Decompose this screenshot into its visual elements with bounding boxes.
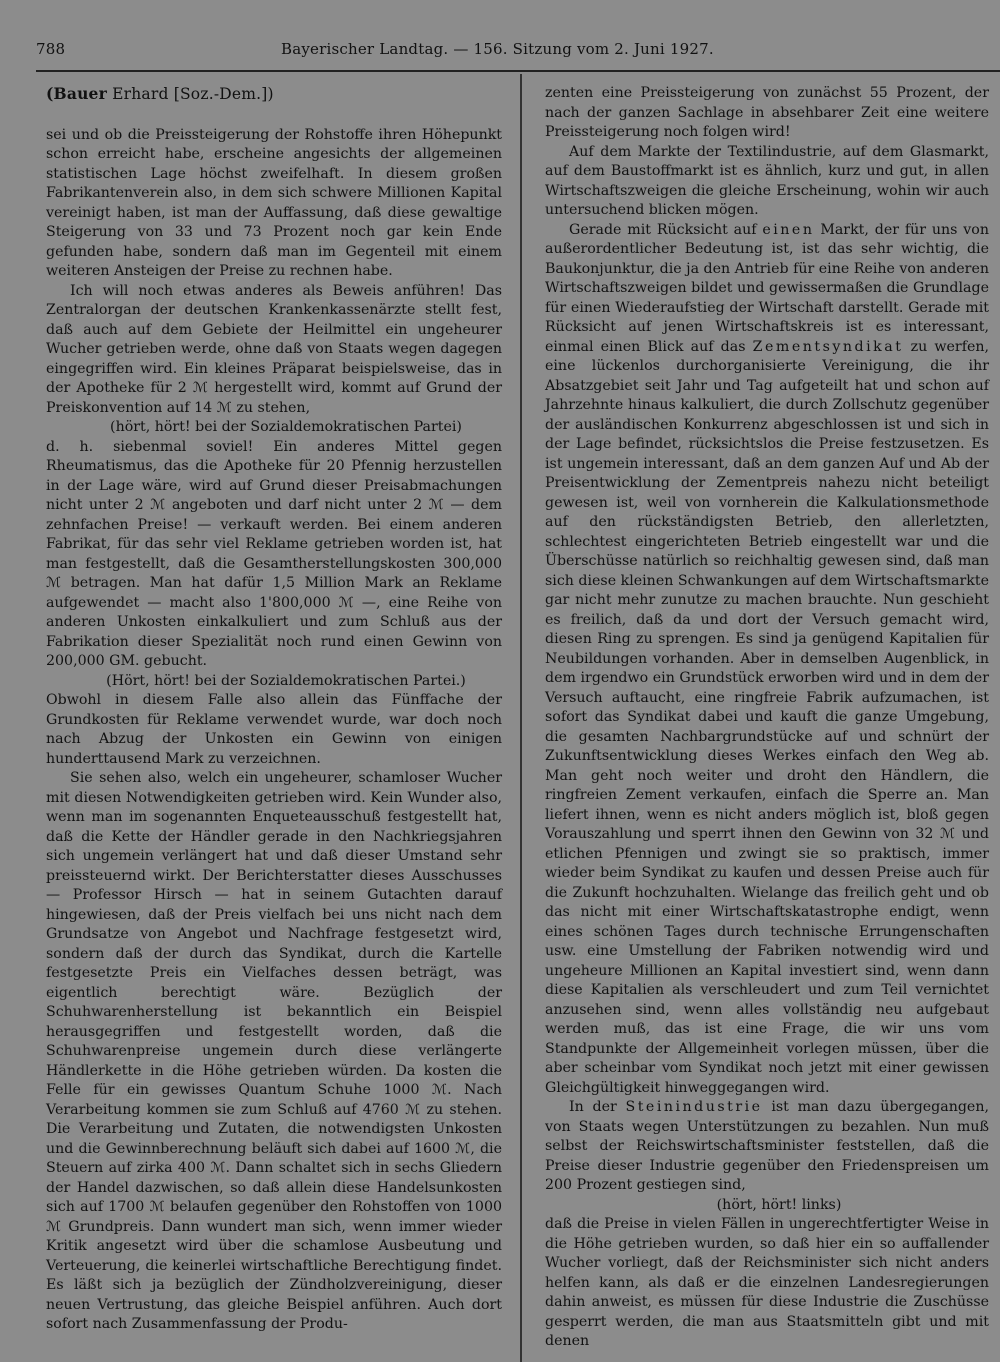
text-run: Markt, der für uns von außerordentlicher Bedeutung ist, ist das sehr wichtig, die Baukonjunktur, die ja den Antrieb für eine Reihe von anderen Wirtschaftszweigen bildet und gewissermaßen die Grundlage für einen Wiederaufstieg der Wirtschaft darstellt. Gerade mit Rücksicht auf jenen Wirtschaftskreis ist es interessant, einmal einen Blick auf das bbox=[545, 221, 989, 355]
paragraph bbox=[545, 1098, 989, 1196]
paragraph: Ich will noch etwas anderes als Beweis anführen! Das Zentralorgan der deutschen Krankenkassenärzte stellt fest, daß auch auf dem Gebiete der Heilmittel ein ungeheurer Wucher getrieben werde, ohne daß von Staats wegen dagegen eingegriffen wird. Ein kleines Präparat beispielsweise, das in der Apotheke für 2 ℳ hergestellt wird, kommt auf Grund der Preiskonvention auf 14 ℳ zu stehen, bbox=[46, 282, 502, 416]
running-title: Bayerischer Landtag. — 156. Sitzung vom 2. Juni 1927. bbox=[281, 40, 714, 58]
emphasized-text: Zementsyndikat bbox=[752, 338, 904, 355]
speaker-details: Erhard [Soz.-Dem.]) bbox=[112, 85, 274, 103]
paragraph: Auf dem Markte der Textilindustrie, auf dem Glasmarkt, auf dem Baustoffmarkt ist es ähnlich, kurz und gut, in allen Wirtschaftszweigen die gleiche Erscheinung, wohin wir auch untersuchend blicken mögen. bbox=[545, 143, 989, 218]
emphasized-text: einen bbox=[762, 221, 815, 238]
interjection: (Hört, hört! bei der Sozialdemokratischen Partei.) bbox=[106, 672, 466, 689]
paragraph: daß die Preise in vielen Fällen in ungerechtfertigter Weise in die Höhe getrieben wurden, so daß hier ein so auffallender Wucher vorliegt, daß der Reichsminister sich nicht anders helfen kann, als daß er die einzelnen Landesregierungen dahin anweist, es müssen für diese Industrie die Zuschüsse gesperrt werden, die man aus Staatsmitteln gibt und mit denen bbox=[545, 1216, 989, 1349]
paragraph: d. h. siebenmal soviel! Ein anderes Mittel gegen Rheumatismus, das die Apotheke für 20 Pfennig herzustellen in der Lage wäre, wird auf Grund dieser Preisabmachungen nicht unter 2 ℳ angeboten und darf nicht unter 2 ℳ — dem zehnfachen Preise! — verkauft werden. Bei einem anderen Fabrikat, für das sehr viel Reklame getrieben worden ist, hat man festgestellt, daß die Gesamtherstellungskosten 300,000 ℳ betragen. Man hat dafür 1,5 Million Mark an Reklame aufgewendet — macht also 1'800,000 ℳ —, eine Reihe von anderen Unkosten einkalkuliert und zum Schluß aus der Fabrikation dieser Spezialität noch rund einen Gewinn von 200,000 GM. gebucht. bbox=[46, 438, 502, 669]
interjection: (hört, hört! bei der Sozialdemokratischen Partei) bbox=[110, 419, 462, 435]
paragraph: sei und ob die Preissteigerung der Rohstoffe ihren Höhepunkt schon erreicht habe, erscheine angesichts der allgemeinen statistischen Lage höchst zweifelhaft. In diesem großen Fabrikantenverein also, in dem sich schwere Millionen Kapital vereinigt haben, ist man der Auffassung, daß diese gewaltige Steigerung von 33 und 73 Prozent noch gar kein Ende gefunden habe, sondern daß man im Gegenteil mit einem weiteren Ansteigen der Preise zu rechnen habe. bbox=[46, 126, 502, 279]
speaker-attribution bbox=[46, 84, 502, 105]
text-run: Gerade mit Rücksicht auf bbox=[569, 221, 763, 238]
paragraph bbox=[545, 221, 989, 1099]
paragraph: zenten eine Preissteigerung von zunächst 55 Prozent, der nach der ganzen Sachlage in absehbarer Zeit eine weitere Preissteigerung noch folgen wird! bbox=[545, 85, 989, 140]
right-column bbox=[545, 84, 989, 1352]
page-header bbox=[36, 40, 981, 64]
paragraph: Sie sehen also, welch ein ungeheurer, schamloser Wucher mit diesen Notwendigkeiten getrieben wird. Kein Wunder also, wenn man im sogenannten Enqueteausschuß festgestellt hat, daß die Kette der Händler gerade in den Nachkriegsjahren sich ungemein verlängert hat und daß dieser Umstand sehr preissteuernd wirkt. Der Berichterstatter dieses Ausschusses — Professor Hirsch — hat in seinem Gutachten darauf hingewiesen, daß der Preis vielfach bei uns nicht nach dem Grundsatze von Angebot und Nachfrage festgesetzt wird, sondern daß der durch das Syndikat, durch die Kartelle festgesetzte Preis ein Vielfaches dessen beträgt, was eigentlich berechtigt wäre. Bezüglich der Schuhwarenherstellung ist bekanntlich ein Beispiel herausgegriffen und festgestellt worden, daß die Schuhwarenpreise ungemein durch diese verlängerte Händlerkette in die Höhe getrieben würden. Da kosten die Felle für ein gewisses Quantum Schuhe 1000 ℳ. Nach Verarbeitung kommen sie zum Schluß auf 4760 ℳ zu stehen. Die Verarbeitung und Zutaten, die notwendigsten Unkosten und die Gewinnberechnung beläuft sich dabei auf 1600 ℳ, die Steuern auf zirka 400 ℳ. Dann schaltet sich in sechs Gliedern der Handel dazwischen, so daß allein diese Handelsunkosten sich auf 1700 ℳ belaufen gegenüber den Rohstoffen von 1000 ℳ Grundpreis. Dann wundert man sich, wenn immer wieder Kritik angesetzt wird über die schamlose Ausbeutung und Verteuerung, die keinerlei wirtschaftliche Berechtigung findet. Es läßt sich ja bezüglich der Zündholzvereinigung, dieser neuen Vertrustung, das gleiche Beispiel anführen. Auch dort sofort nach Zusammenfassung der Produ- bbox=[46, 770, 502, 1332]
speaker-name: (Bauer bbox=[46, 84, 107, 103]
column-divider bbox=[520, 74, 522, 1362]
header-rule bbox=[36, 70, 1000, 72]
left-column bbox=[46, 84, 502, 1335]
paragraph: Obwohl in diesem Falle also allein das Fünffache der Grundkosten für Reklame verwendet wurde, war doch noch nach Abzug der Unkosten ein Gewinn von einigen hunderttausend Mark zu verzeichnen. bbox=[46, 692, 502, 767]
interjection: (hört, hört! links) bbox=[716, 1196, 842, 1213]
text-run: ist man dazu übergegangen, von Staats wegen Unterstützungen zu bezahlen. Nun muß selbst der Reichswirtschaftsminister feststellen, daß die Preise dieser Industrie gegenüber den Friedenspreisen um 200 Prozent gestiegen sind, bbox=[545, 1099, 989, 1193]
page-number: 788 bbox=[36, 40, 66, 58]
emphasized-text: Steinindustrie bbox=[625, 1099, 763, 1115]
text-run: In der bbox=[569, 1099, 626, 1115]
text-run: zu werfen, eine lückenlos durchorganisierte Vereinigung, die ihr Absatzgebiet seit Jahr und Tag aufgeteilt hat und schon auf Jahrzehnte hinaus kalkuliert, die durch Zollschutz gegenüber der ausländischen Konkurrenz abgeschlossen ist und sich in der Lage befindet, rücksichtslos die Preise festzusetzen. Es ist ungemein interessant, daß an dem ganzen Auf und Ab der Preisentwicklung der Zementpreis nahezu nicht beteiligt gewesen ist, weil von vornherein die Kalkulationsmethode auf den rückständigsten Betrieb, den allerletzten, schlechtest eingerichteten Betrieb eingestellt war und die Überschüsse natürlich so reichhaltig gewesen sind, daß man sich diese kleinen Schwankungen auf dem Wirtschaftsmarkte gar nicht mehr zunutze zu machen brauchte. Nun geschieht es freilich, daß da und dort der Versuch gemacht wird, diesen Ring zu sprengen. Es sind ja genügend Kapitalien für Neubildungen vorhanden. Aber in demselben Augenblick, in dem irgendwo ein Grundstück erworben wird und in dem der Versuch auftaucht, eine ringfreie Fabrik aufzumachen, ist sofort das Syndikat dabei und kauft die ganze Umgebung, die gesamten Nachbargrundstücke auf und schnürt der Zukunftsentwicklung dieses Werkes einfach den Weg ab. Man geht noch weiter und droht den Händlern, die ringfreien Zement verkaufen, einfach die Sperre an. Man liefert ihnen, wenn es nicht anders möglich ist, bloß gegen Vorauszahlung und sperrt ihnen den Gewinn von 32 ℳ und etlichen Pfennigen und zwingt sie so praktisch, immer wieder beim Syndikat zu kaufen und dessen Preise auch für die Zukunft hochzuhalten. Wielange das freilich geht und ob das nicht mit einer Wirtschaftskatastrophe endigt, wenn eines schönen Tages durch technische Errungenschaften usw. eine Umstellung der Fabriken notwendig wird und ungeheure Millionen an Kapital investiert sind, wenn dann diese Kapitalien als verschleudert und zum Teil vernichtet anzusehen sind, wenn alles vollständig neu aufgebaut werden muß, das ist eine Frage, die wir uns vom Standpunkte der Allgemeinheit vorlegen müssen, über die aber scheinbar vom Syndikat noch jetzt mit einer gewissen Gleichgültigkeit hinweggegangen wird. bbox=[545, 338, 989, 1096]
